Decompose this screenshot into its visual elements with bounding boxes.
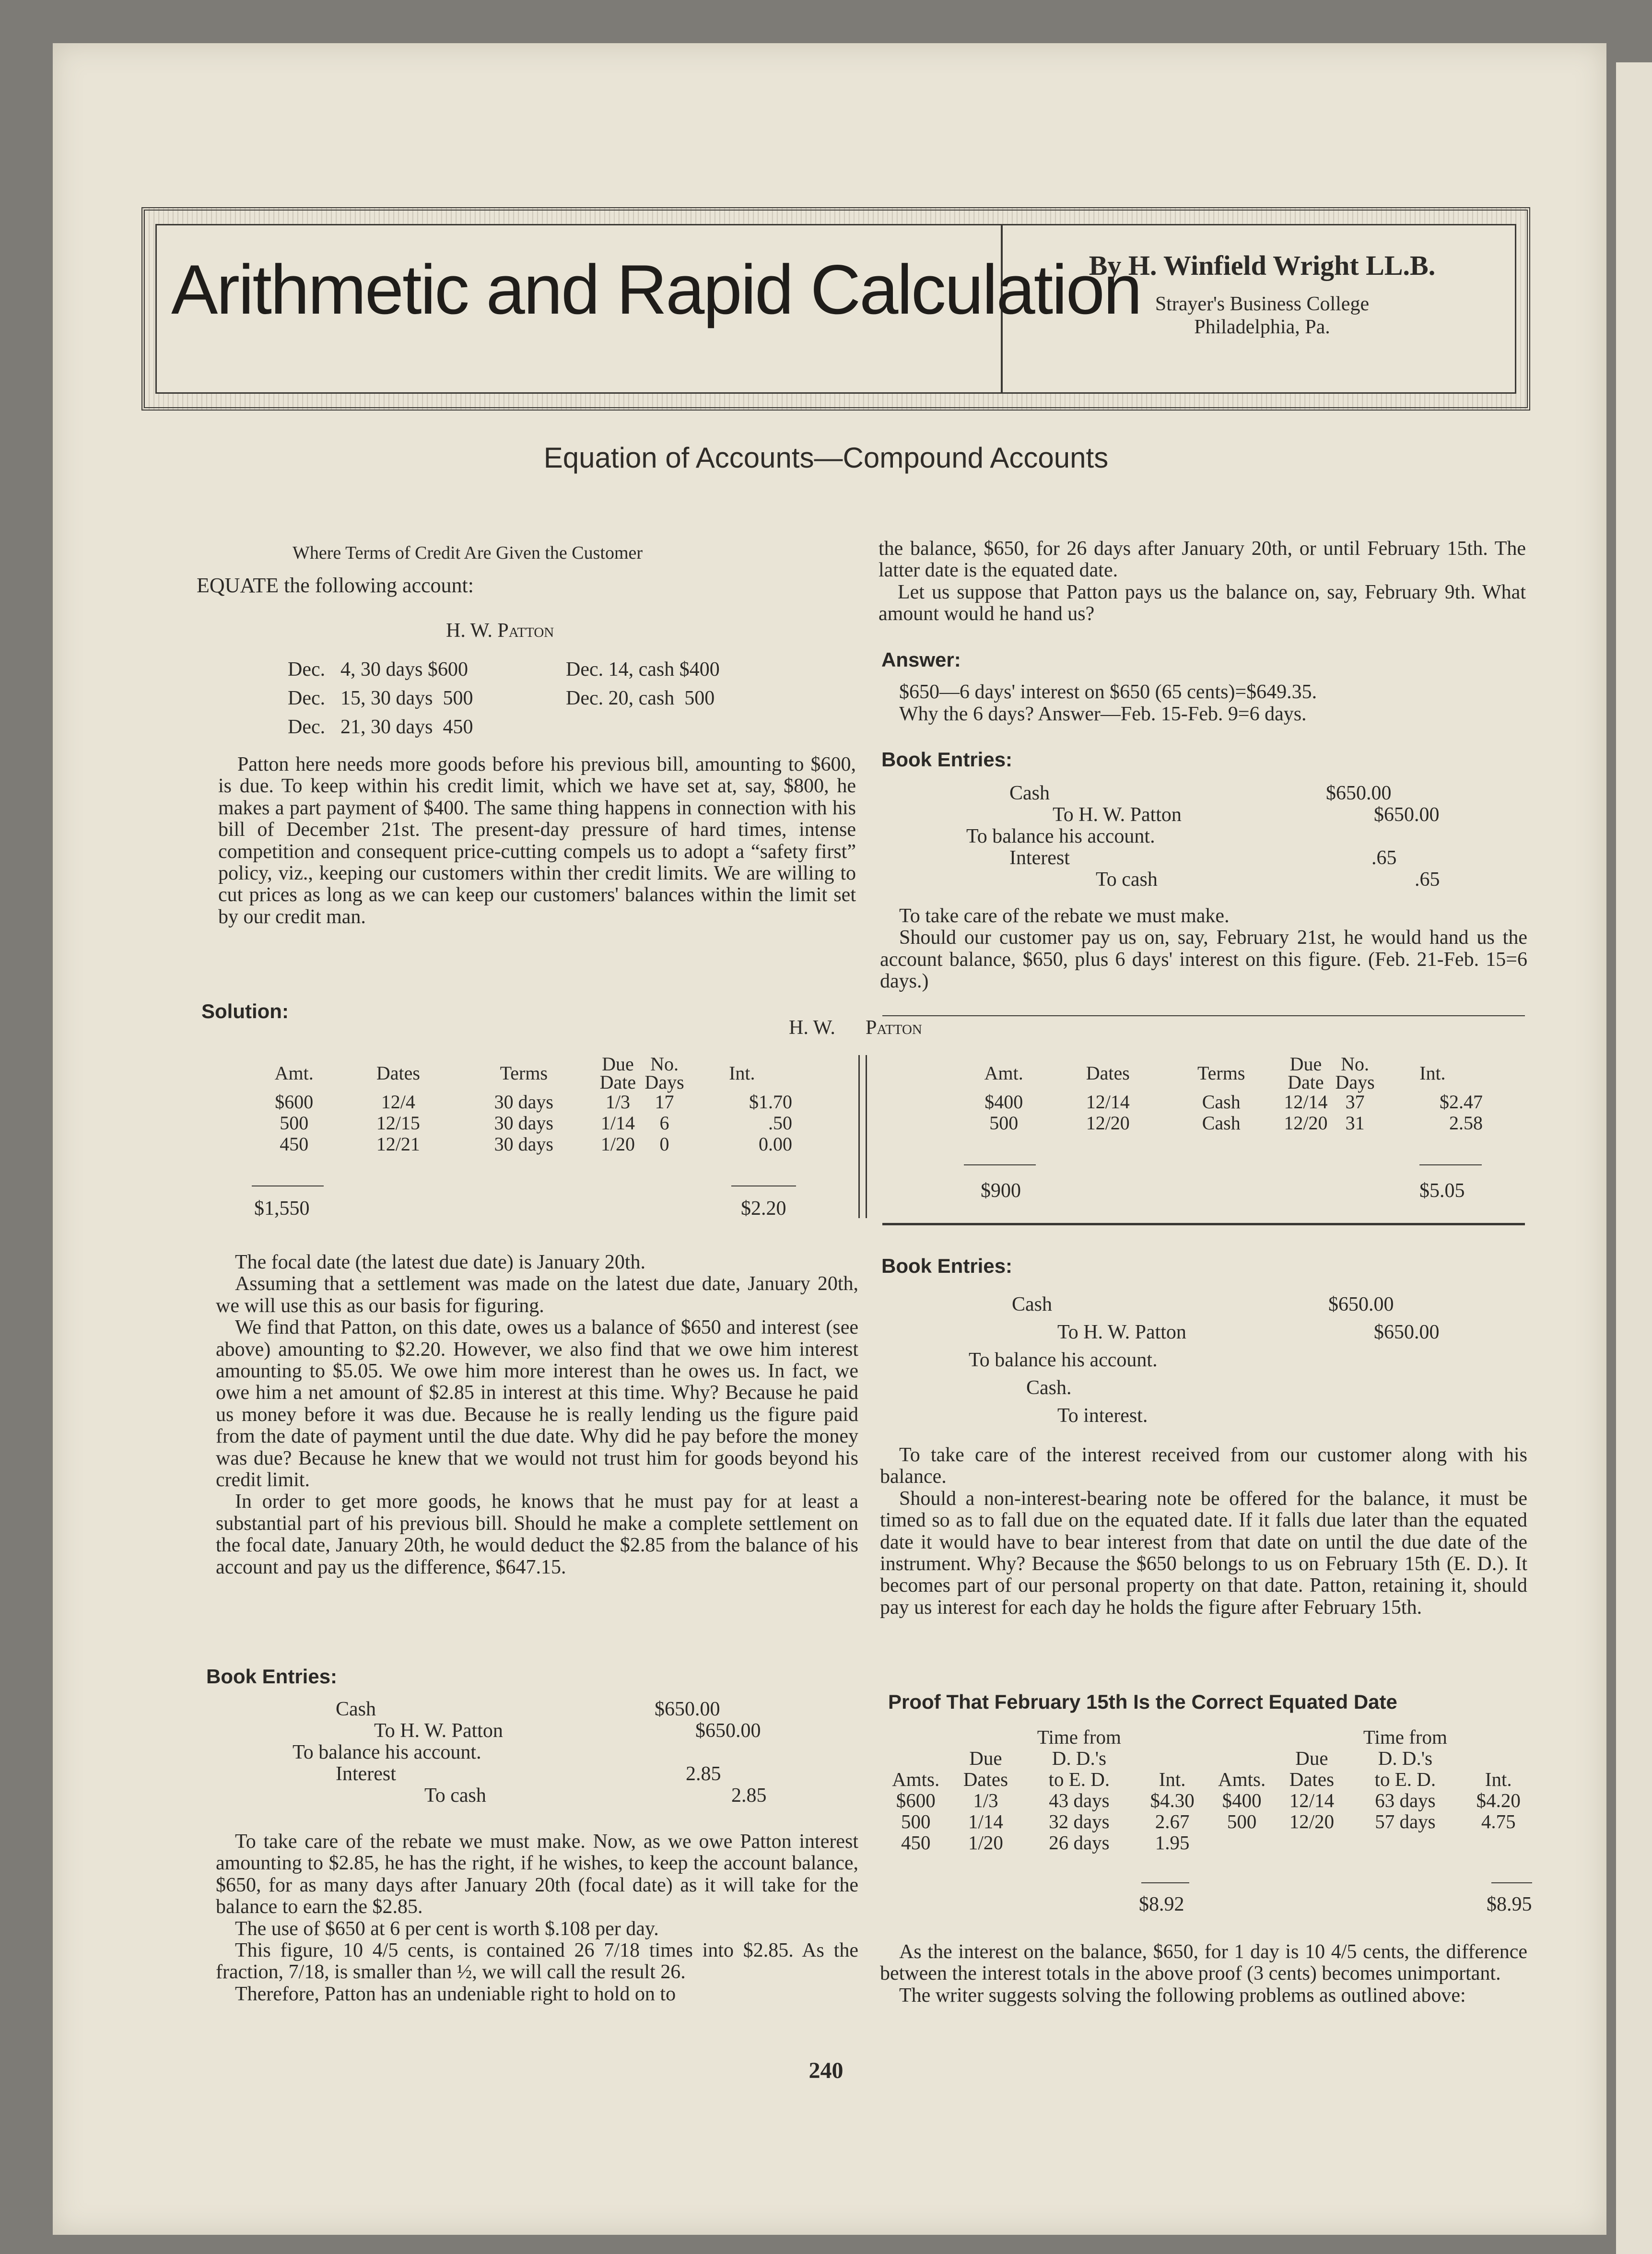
- proof-header-row: [880, 1748, 1532, 1769]
- entry-text: To balance his account.: [966, 825, 1155, 847]
- col-header: No. Days: [644, 1053, 684, 1093]
- proof-header-row: [880, 1769, 1532, 1790]
- cell: 1/14: [600, 1112, 635, 1134]
- cell: 12/14: [1086, 1091, 1130, 1113]
- entry-text: To cash: [424, 1784, 486, 1807]
- ledger-bottom-rule: [882, 1223, 1525, 1225]
- proof-table: [880, 1726, 1532, 1853]
- cell: 12/14: [1289, 1789, 1335, 1811]
- paragraph-text: The focal date (the latest due date) is January 20th.: [235, 1251, 645, 1273]
- title-banner-inner: [155, 224, 1516, 394]
- cell: 12/20: [1289, 1810, 1335, 1832]
- col-header: Amt.: [984, 1062, 1023, 1084]
- col-header: Terms: [1197, 1062, 1245, 1084]
- col-header: to E. D.: [1374, 1768, 1436, 1790]
- cell: $1.70: [749, 1091, 792, 1113]
- paragraph-text: In order to get more goods, he knows that he must pay for at least a substantial part of his previous bill. Should he make a complete settlement on the focal date, January 20th, he would deduct the $2.85 from the balance of his account and pay us the difference, $647.15.: [216, 1491, 858, 1578]
- entry-text: Cash: [1009, 782, 1050, 804]
- paragraph-text: Should a non-interest-bearing note be offered for the balance, it must be timed so as to fall due on the equated date. If it falls due later than the equated date it would have to bear interest from that date on until the due date of the instrument. Why? Because the $650 belongs to us on February 15th (E. D.). It becomes part of our personal property on that date. Patton, retaining it, should pay us interest for each day he holds the figure after February 15th.: [880, 1487, 1527, 1619]
- paragraph-feb21: [880, 905, 1527, 993]
- col-header: Int.: [1159, 1768, 1186, 1790]
- debit-total-amount: $1,550: [254, 1197, 310, 1220]
- cell: 0.00: [759, 1133, 792, 1155]
- col-header: [1465, 1726, 1532, 1748]
- credit-table: [954, 1055, 1487, 1134]
- paragraph-text: the balance, $650, for 26 days after January 20th, or until February 15th. The latter date is the equated date.: [879, 538, 1526, 582]
- cell: 1/3: [605, 1091, 630, 1113]
- paragraph-text: To take care of the rebate we must make. Now, as we owe Patton interest amounting to $2.85, he has the right, if he wishes, to keep the account balance, $650, for as many days after January 20th (focal date) as it will take for the balance to earn the $2.85.: [216, 1831, 858, 1918]
- cell: 32 days: [1049, 1810, 1110, 1832]
- cell: 0: [659, 1133, 669, 1155]
- cell: 500: [1227, 1810, 1257, 1832]
- entry-month: Dec.: [288, 687, 326, 709]
- answer-line: $650—6 days' interest on $650 (65 cents)=$649.35.: [899, 681, 1317, 703]
- cell: 12/20: [1284, 1112, 1328, 1134]
- paragraph-text: To take care of the interest received from our customer along with his balance.: [880, 1444, 1527, 1488]
- cell: Cash: [1202, 1112, 1241, 1134]
- affiliation-city: Philadelphia, Pa.: [1194, 316, 1330, 338]
- entry-debit: 4, 30 days $600: [340, 658, 468, 681]
- col-header: [1277, 1726, 1346, 1748]
- paragraph-text: Therefore, Patton has an undeniable right to hold on to: [235, 1983, 676, 2005]
- answer-line: Why the 6 days? Answer—Feb. 15-Feb. 9=6 days.: [899, 703, 1307, 725]
- col-header: Due Date: [599, 1053, 636, 1093]
- paragraph-interest: [880, 1444, 1527, 1619]
- col-header: [880, 1726, 951, 1748]
- proof-total-left: $8.92: [1139, 1893, 1184, 1915]
- paragraph-rebate: [216, 1831, 858, 2005]
- cell: 500: [901, 1810, 931, 1832]
- book-entries-label: Book Entries:: [881, 1255, 1013, 1277]
- section-heading: Where Terms of Credit Are Given the Customer: [293, 543, 643, 563]
- col-header: [1465, 1748, 1532, 1769]
- col-header: Int.: [729, 1062, 755, 1084]
- entry-month: Dec.: [288, 716, 326, 738]
- paragraph-text: This figure, 10 4/5 cents, is contained 26 7/18 times into $2.85. As the fraction, 7/18, is smaller than ½, we will call the result 26.: [216, 1939, 858, 1984]
- col-header: Terms: [500, 1062, 548, 1084]
- cell: 1/20: [968, 1831, 1003, 1854]
- col-header: D. D.'s: [1378, 1747, 1433, 1769]
- cell: $4.30: [1150, 1789, 1195, 1811]
- cell: [1465, 1832, 1532, 1853]
- proof-heading: Proof That February 15th Is the Correct Equated Date: [888, 1690, 1397, 1713]
- debit-row: [245, 1092, 796, 1113]
- cell: 1/14: [968, 1810, 1003, 1832]
- col-header: Dates: [376, 1062, 420, 1084]
- cell: 12/4: [381, 1091, 415, 1113]
- entry-text: To interest.: [1057, 1405, 1148, 1427]
- cell: 31: [1345, 1112, 1365, 1134]
- cell: 12/21: [376, 1133, 420, 1155]
- cell: 6: [659, 1112, 669, 1134]
- entry-text: To balance his account.: [969, 1349, 1158, 1371]
- affiliation-school: Strayer's Business College: [1155, 293, 1370, 315]
- col-header: Time from: [1037, 1726, 1121, 1748]
- col-header: Dates: [1289, 1768, 1335, 1790]
- proof-row: [880, 1811, 1532, 1832]
- proof-row: [880, 1790, 1532, 1811]
- cell: [1277, 1832, 1346, 1853]
- entry-text: Cash.: [1026, 1377, 1072, 1399]
- cell: $2.47: [1440, 1091, 1483, 1113]
- paragraph-text: The writer suggests solving the following problems as outlined above:: [899, 1984, 1466, 2007]
- cell: 500: [989, 1112, 1019, 1134]
- entry-cr: .65: [1415, 869, 1440, 891]
- entry-cr: $650.00: [1374, 804, 1440, 826]
- col-header: Dates: [963, 1768, 1008, 1790]
- cell: 63 days: [1375, 1789, 1436, 1811]
- cell: [1206, 1832, 1277, 1853]
- col-header: D. D.'s: [1052, 1747, 1107, 1769]
- col-header: [1138, 1748, 1206, 1769]
- col-header: [880, 1748, 951, 1769]
- paragraph-text: Let us suppose that Patton pays us the balance on, say, February 9th. What amount would he hand us?: [879, 581, 1526, 625]
- paragraph-conclusion: [880, 1941, 1527, 2007]
- col-header: No. Days: [1335, 1053, 1375, 1093]
- ledger-name-right: Patton: [866, 1017, 922, 1039]
- account-entry-row: [288, 658, 720, 681]
- cell: $600: [275, 1091, 314, 1113]
- cell: $4.20: [1476, 1789, 1521, 1811]
- entry-cr: $650.00: [695, 1720, 761, 1742]
- col-header: [1206, 1748, 1277, 1769]
- cell: 4.75: [1481, 1810, 1516, 1832]
- cell: Cash: [1202, 1091, 1241, 1113]
- credit-total-interest: $5.05: [1419, 1180, 1465, 1202]
- paragraph-equated-date: [879, 538, 1526, 625]
- page-number: 240: [808, 2058, 844, 2083]
- account-name: H. W. Patton: [446, 620, 554, 642]
- paragraph-focal-date: [216, 1252, 858, 1578]
- entry-text: To H. W. Patton: [374, 1720, 503, 1742]
- entry-text: To cash: [1096, 869, 1158, 891]
- debit-row: [245, 1113, 796, 1134]
- paragraph-patton-intro: [218, 754, 856, 928]
- cell: 30 days: [494, 1112, 553, 1134]
- cell: 2.67: [1155, 1810, 1190, 1832]
- entry-debit: 21, 30 days 450: [340, 716, 473, 738]
- book-entries-label: Book Entries:: [206, 1665, 338, 1688]
- cell: 450: [901, 1831, 931, 1854]
- cell: 57 days: [1375, 1810, 1436, 1832]
- paragraph-text: To take care of the rebate we must make.: [899, 905, 1230, 927]
- entry-dr: $650.00: [1326, 782, 1392, 804]
- col-header: to E. D.: [1048, 1768, 1110, 1790]
- debit-header-row: [245, 1055, 796, 1092]
- cell: .50: [768, 1112, 792, 1134]
- col-header: [1206, 1726, 1277, 1748]
- col-header: [1138, 1726, 1206, 1748]
- paragraph-text: Assuming that a settlement was made on the latest due date, January 20th, we will use this as our basis for figuring.: [216, 1273, 858, 1317]
- entry-cr: 2.85: [731, 1784, 767, 1807]
- cell: 17: [655, 1091, 674, 1113]
- title-banner: [141, 207, 1530, 411]
- article-subheading: Equation of Accounts—Compound Accounts: [543, 442, 1109, 474]
- cell: $400: [984, 1091, 1023, 1113]
- cell: 30 days: [494, 1133, 553, 1155]
- col-header: Int.: [1485, 1768, 1512, 1790]
- page-title: Arithmetic and Rapid Calculation: [171, 250, 1141, 329]
- cell: 2.58: [1449, 1112, 1483, 1134]
- book-entries-label: Book Entries:: [881, 748, 1013, 771]
- cell: $400: [1222, 1789, 1262, 1811]
- proof-total-rule-right: [1491, 1882, 1532, 1883]
- entry-credit: Dec. 20, cash 500: [566, 687, 715, 709]
- col-header: Amt.: [274, 1062, 314, 1084]
- entry-dr: 2.85: [686, 1763, 721, 1785]
- cell: 12/14: [1284, 1091, 1328, 1113]
- cell: [1346, 1832, 1465, 1853]
- right-column-rule: [882, 1015, 1525, 1016]
- credit-ledger: [954, 1055, 1487, 1134]
- account-entry-row: [288, 716, 473, 739]
- credit-total-amount: $900: [981, 1180, 1021, 1202]
- proof-header-row: [880, 1726, 1532, 1748]
- debit-ledger: [245, 1055, 796, 1155]
- col-header: Time from: [1363, 1726, 1447, 1748]
- cell: 1/3: [973, 1789, 998, 1811]
- col-header: Due: [969, 1747, 1002, 1769]
- entry-text: To H. W. Patton: [1053, 804, 1182, 826]
- solution-label: Solution:: [201, 1000, 289, 1022]
- entry-month: Dec.: [288, 658, 326, 681]
- credit-int-rule: [1419, 1164, 1482, 1165]
- entry-text: Cash: [336, 1698, 376, 1720]
- paragraph-text: The use of $650 at 6 per cent is worth $.108 per day.: [235, 1917, 659, 1940]
- proof-total-right: $8.95: [1487, 1893, 1532, 1915]
- col-header: Amts.: [892, 1768, 940, 1790]
- col-header: Amts.: [1218, 1768, 1266, 1790]
- cell: 450: [280, 1133, 309, 1155]
- cell: 37: [1345, 1091, 1365, 1113]
- col-header: Dates: [1086, 1062, 1130, 1084]
- account-entry-row: [288, 687, 715, 710]
- debit-row: [245, 1134, 796, 1155]
- cell: 30 days: [494, 1091, 553, 1113]
- paragraph-text: As the interest on the balance, $650, for 1 day is 10 4/5 cents, the difference between the interest totals in the above proof (3 cents) becomes unimportant.: [880, 1941, 1527, 1985]
- col-header: [951, 1726, 1019, 1748]
- debit-total-interest: $2.20: [741, 1197, 786, 1220]
- entry-dr: .65: [1371, 847, 1397, 869]
- col-header: Int.: [1419, 1062, 1446, 1084]
- entry-debit: 15, 30 days 500: [340, 687, 473, 709]
- col-header: Due Date: [1288, 1053, 1324, 1093]
- intro-line: EQUATE the following account:: [197, 574, 474, 597]
- credit-row: [954, 1113, 1487, 1134]
- credit-header-row: [954, 1055, 1487, 1092]
- ledger-divider: [866, 1055, 867, 1218]
- proof-grid: [880, 1726, 1532, 1853]
- cell: 500: [280, 1112, 309, 1134]
- paragraph-text: Patton here needs more goods before his previous bill, amounting to $600, is due. To keep within his credit limit, which we have set at, say, $800, he makes a part payment of $400. The same thing happens in connection with his bill of December 21st. The present-day pressure of hard times, intense competition and consequent price-cutting compels us to adopt a “safety first” policy, viz., keeping our customers within ther credit limits. We are willing to cut prices as long as we can keep our customers' balances within the limit set by our credit man.: [218, 753, 856, 928]
- credit-total-rule: [964, 1164, 1036, 1165]
- paragraph-text: Should our customer pay us on, say, February 21st, he would hand us the account balance, $650, plus 6 days' interest on this figure. (Feb. 21-Feb. 15=6 days.): [880, 927, 1527, 993]
- cell: 1/20: [600, 1133, 635, 1155]
- cell: 1.95: [1155, 1831, 1190, 1854]
- entry-dr: $650.00: [1328, 1293, 1394, 1315]
- proof-total-rule-left: [1141, 1882, 1189, 1883]
- entry-text: Interest: [336, 1763, 396, 1785]
- cell: 12/20: [1086, 1112, 1130, 1134]
- cell: 26 days: [1049, 1831, 1110, 1854]
- next-page-edge: [1616, 62, 1652, 2254]
- ledger-divider: [858, 1055, 860, 1218]
- affiliation: [1010, 293, 1514, 339]
- entry-text: To balance his account.: [293, 1741, 481, 1763]
- cell: $600: [896, 1789, 936, 1811]
- col-header: Due: [1295, 1747, 1328, 1769]
- cell: 43 days: [1049, 1789, 1110, 1811]
- entry-text: To H. W. Patton: [1057, 1321, 1186, 1343]
- cell: 12/15: [376, 1112, 420, 1134]
- paragraph-text: We find that Patton, on this date, owes us a balance of $650 and interest (see above) amounting to $2.20. However, we also find that we owe him interest amounting to $5.05. We owe him more interest than he owes us. In fact, we owe him a net amount of $2.85 in interest at this time. Why? Because he paid us money before it was due. Because he is really lending us the figure paid from the date of payment until the due date. Why did he pay before the money was due? Because he knew that we would not trust him for goods beyond his credit limit.: [216, 1316, 858, 1491]
- answer-label: Answer:: [881, 648, 961, 671]
- ledger-name-left: H. W.: [789, 1017, 835, 1039]
- entry-text: Cash: [1012, 1293, 1052, 1315]
- entry-dr: $650.00: [655, 1698, 720, 1720]
- credit-row: [954, 1092, 1487, 1113]
- author-line: By H. Winfield Wright LL.B.: [1089, 250, 1436, 281]
- debit-table: [245, 1055, 796, 1155]
- entry-cr: $650.00: [1374, 1321, 1440, 1343]
- proof-row: [880, 1832, 1532, 1853]
- entry-credit: Dec. 14, cash $400: [566, 658, 720, 681]
- entry-text: Interest: [1009, 847, 1070, 869]
